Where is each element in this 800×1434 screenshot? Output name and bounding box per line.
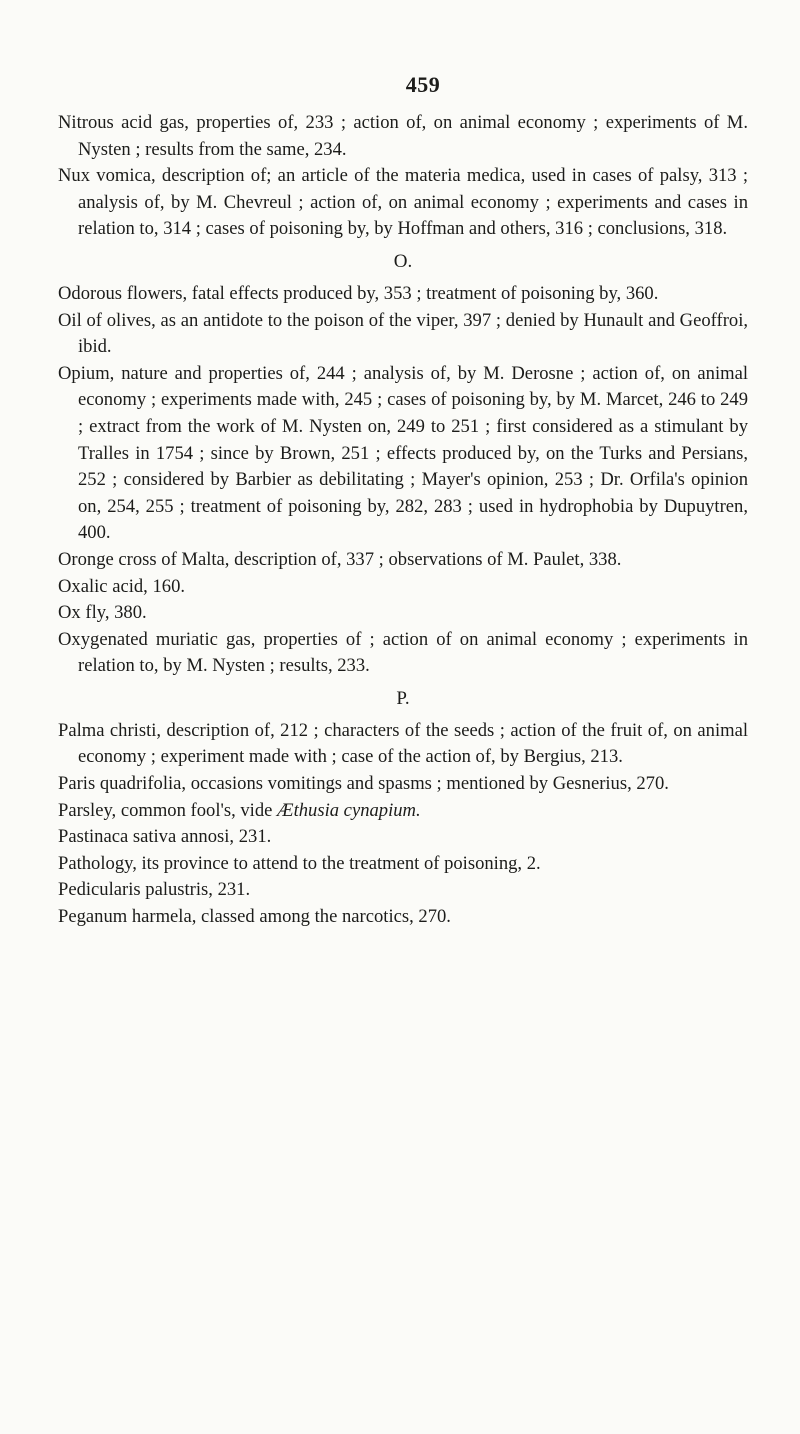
entry-term: Pathology, <box>58 852 137 874</box>
entry-text: description of; an article of the materia medica, used in cases of palsy, 313 ; analysis of, by M. Chevreul ; action of, on animal economy ; experiments and cases in relation to, 314 ; cases of poisoning by, by Hoffman and others, 316 ; conclusions, 318. <box>78 165 748 240</box>
entry-text: 160. <box>147 575 186 597</box>
entry-text: 231. <box>234 826 272 848</box>
entry-text: classed among the narcotics, 270. <box>196 906 451 928</box>
entry-term: Pastinaca sativa annosi, <box>58 826 235 848</box>
entry-term: Oxalic acid, <box>58 575 148 597</box>
entry-text: properties of, 233 ; action of, on animal economy ; experiments of M. Nysten ; results from the same, 234. <box>78 112 748 160</box>
entry-text: description of, 212 ; characters of the seeds ; action of the fruit of, on animal economy ; experiment made with ; case of the action of, by Bergius, 213. <box>78 719 749 768</box>
index-entry <box>58 600 748 627</box>
index-entry <box>58 308 748 361</box>
index-page <box>58 72 748 931</box>
entry-term: Oronge cross of Malta, <box>58 548 230 570</box>
index-entry <box>58 877 748 904</box>
entry-term: Palma christi, <box>58 719 162 741</box>
entry-text: fatal effects produced by, 353 ; treatment of poisoning by, 360. <box>187 282 659 304</box>
index-section-p <box>58 686 748 931</box>
index-entry <box>58 163 748 243</box>
entry-text: as an antidote to the poison of the viper, 397 ; denied by Hunault and Geoffroi, ibid. <box>78 309 749 358</box>
entry-text: occasions vomitings and spasms ; mentioned by Gesnerius, 270. <box>186 773 669 795</box>
index-entry <box>58 824 748 851</box>
index-entry <box>58 771 748 798</box>
entry-term: Ox fly, <box>58 602 110 624</box>
index-section-o <box>58 249 748 680</box>
entry-term: Nitrous acid gas, <box>58 112 189 133</box>
entry-text: properties of ; action of on animal economy ; experiments in relation to, by M. Nysten ; results, 233. <box>78 628 748 677</box>
entry-text: 380. <box>109 602 147 624</box>
entry-term: Oil of olives, <box>58 309 156 331</box>
entry-italic: Æthusia cynapium. <box>277 799 421 821</box>
entry-text: nature and properties of, 244 ; analysis of, by M. Derosne ; action of, on animal economy ; experiments made with, 245 ; cases of poisoning by, by M. Marcet, 246 to 249 ; extract from the work of M. Nysten on, 249 to 251 ; first considered as a stimulant by Tralles in 1754 ; since by Brown, 251 ; effects produced by, on the Turks and Persians, 252 ; considered by Barbier as debilitating ; Mayer's opinion, 253 ; Dr. Orfila's opinion on, 254, 255 ; treatment of poisoning by, 282, 283 ; used in hydrophobia by Dupuytren, 400. <box>78 362 748 544</box>
index-entry <box>58 281 748 308</box>
page-number: 459 <box>405 72 441 97</box>
index-entry <box>58 718 748 771</box>
index-entry <box>58 110 748 163</box>
entry-term: Nux vomica, <box>58 165 156 187</box>
index-section-n <box>58 110 748 243</box>
entry-term: Oxygenated muriatic gas, <box>58 628 256 650</box>
entry-text: 231. <box>212 879 251 901</box>
entry-term: Odorous flowers, <box>58 282 188 304</box>
index-entry <box>58 574 748 601</box>
entry-term: Opium, <box>58 362 115 384</box>
index-entry <box>58 904 748 931</box>
entry-text: its province to attend to the treatment of poisoning, 2. <box>136 852 541 874</box>
index-entry <box>58 851 748 878</box>
entry-term: Paris quadrifolia, <box>58 773 187 795</box>
index-entry <box>58 547 748 574</box>
index-entry <box>58 361 748 547</box>
section-heading: O. <box>393 250 413 272</box>
entry-term: Pedicularis palustris, <box>58 879 213 901</box>
index-entry <box>58 798 748 825</box>
section-heading: P. <box>396 687 410 709</box>
entry-term: Parsley, common fool's, <box>58 799 236 821</box>
entry-text: description of, 337 ; observations of M. Paulet, 338. <box>229 548 622 570</box>
entry-text: vide <box>235 799 278 821</box>
index-entry <box>58 627 748 680</box>
entry-term: Peganum harmela, <box>58 906 197 928</box>
